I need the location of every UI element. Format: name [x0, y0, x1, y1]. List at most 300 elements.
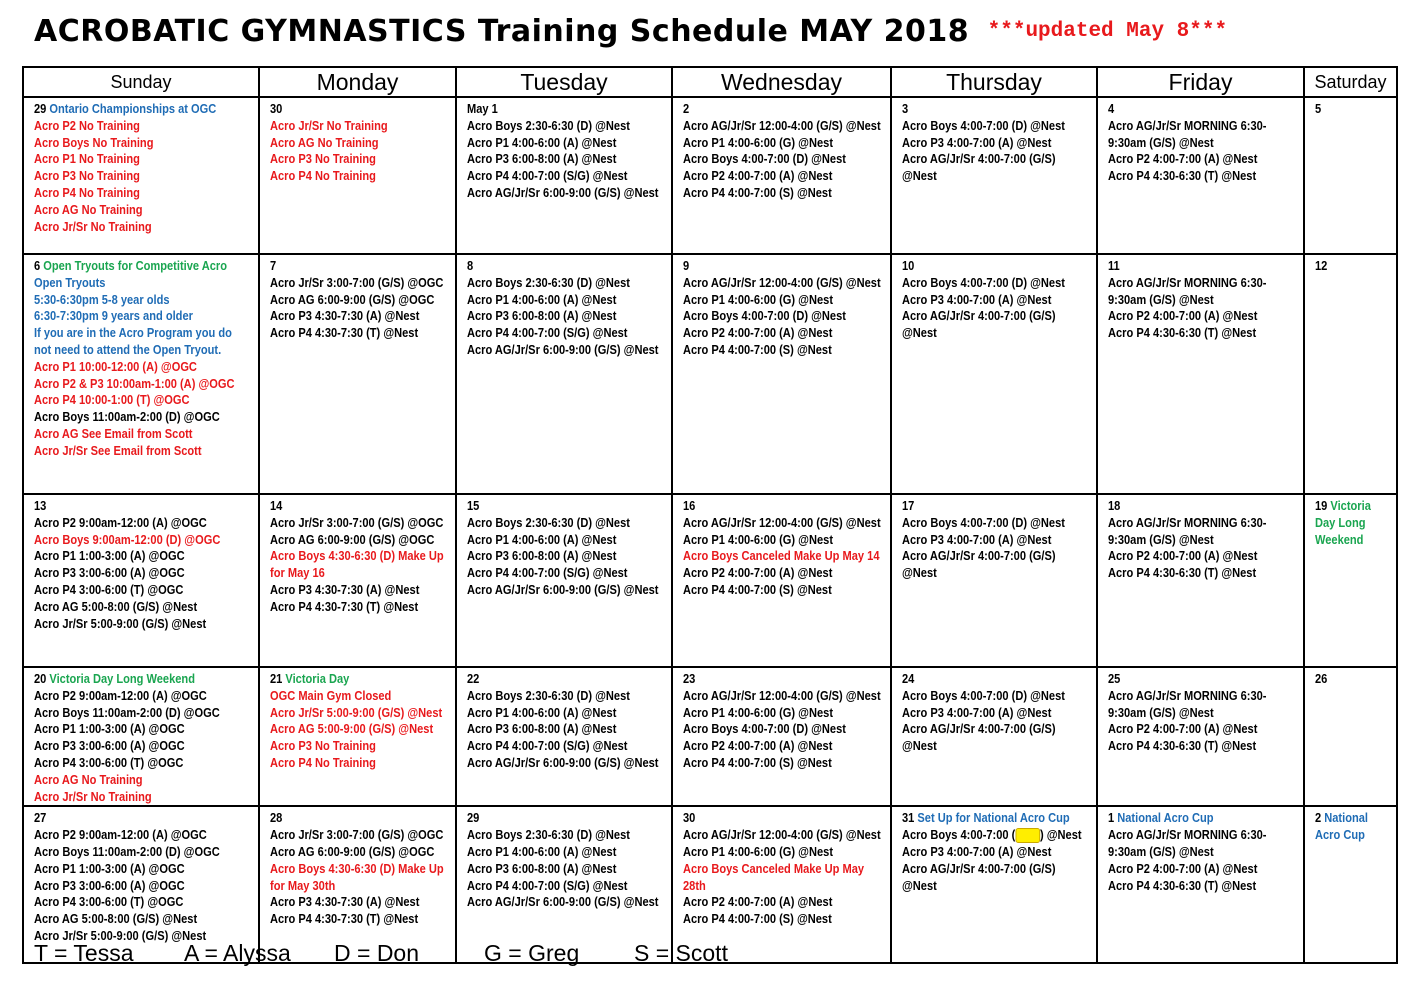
schedule-line	[270, 168, 449, 185]
schedule-line	[34, 599, 252, 616]
schedule-line	[683, 275, 884, 292]
day-cell	[1097, 667, 1304, 806]
schedule-line	[270, 688, 449, 705]
day-cell	[891, 667, 1097, 806]
schedule-line	[902, 151, 1090, 185]
schedule-text: Acro AG 5:00-8:00 (G/S) @Nest	[34, 599, 198, 614]
legend-item: T = Tessa	[34, 940, 134, 966]
schedule-text: Acro P1 4:00-6:00 (G) @Nest	[683, 705, 834, 720]
schedule-line	[467, 515, 665, 532]
schedule-text: Acro Jr/Sr No Training	[34, 219, 152, 234]
schedule-text: Acro P4 4:30-6:30 (T) @Nest	[1108, 169, 1257, 184]
day-header-thursday: Thursday	[891, 67, 1097, 97]
schedule-text: Acro AG See Email from Scott	[34, 426, 193, 441]
schedule-line	[467, 498, 665, 515]
schedule-text: Acro AG/Jr/Sr 6:00-9:00 (G/S) @Nest	[467, 185, 659, 200]
schedule-line	[683, 755, 884, 772]
schedule-line	[467, 688, 665, 705]
schedule-line	[34, 789, 252, 806]
schedule-line	[270, 844, 449, 861]
schedule-text: Acro P3 3:00-6:00 (A) @OGC	[34, 739, 185, 754]
schedule-line	[270, 292, 449, 309]
day-header-monday: Monday	[259, 67, 456, 97]
schedule-text: Acro P2 9:00am-12:00 (A) @OGC	[34, 515, 207, 530]
coach-highlight	[1015, 828, 1040, 843]
schedule-line	[467, 185, 665, 202]
schedule-text: 26	[1315, 672, 1328, 686]
schedule-text: 10	[902, 259, 915, 273]
schedule-text: Acro P4 4:30-6:30 (T) @Nest	[1108, 326, 1257, 341]
schedule-text: Acro Boys 11:00am-2:00 (D) @OGC	[34, 410, 220, 425]
schedule-line	[1108, 118, 1297, 152]
schedule-text: Acro AG/Jr/Sr 6:00-9:00 (G/S) @Nest	[467, 342, 659, 357]
schedule-text: 3	[902, 102, 909, 116]
schedule-text: Acro AG/Jr/Sr MORNING 6:30-9:30am (G/S) @Nest	[1108, 275, 1267, 307]
schedule-text: Acro P2 4:00-7:00 (A) @Nest	[683, 169, 833, 184]
schedule-text: Acro Boys 4:00-7:00 (D) @Nest	[902, 515, 1065, 530]
schedule-text: Acro P4 3:00-6:00 (T) @OGC	[34, 755, 184, 770]
schedule-text: Acro AG/Jr/Sr 12:00-4:00 (G/S) @Nest	[683, 688, 881, 703]
schedule-line	[34, 827, 252, 844]
header	[34, 14, 1227, 49]
schedule-line	[34, 582, 252, 599]
schedule-line	[34, 844, 252, 861]
schedule-line	[683, 911, 884, 928]
schedule-line	[683, 532, 884, 549]
day-cell	[1304, 494, 1397, 667]
schedule-line	[1108, 275, 1297, 309]
schedule-text: Acro AG/Jr/Sr 4:00-7:00 (G/S) @Nest	[902, 722, 1056, 754]
schedule-line	[902, 135, 1090, 152]
schedule-text: 27	[34, 811, 47, 826]
schedule-text: Acro AG No Training	[34, 772, 143, 787]
schedule-text: Acro P4 10:00-1:00 (T) @OGC	[34, 393, 190, 408]
schedule-text: Acro Boys No Training	[34, 135, 154, 150]
schedule-text: Acro P2 No Training	[34, 118, 140, 133]
schedule-text: 21	[270, 672, 286, 686]
schedule-text: Acro P3 6:00-8:00 (A) @Nest	[467, 152, 617, 167]
schedule-text: National Acro Cup	[1315, 811, 1368, 843]
legend-item: S = Scott	[634, 940, 728, 966]
schedule-line	[34, 376, 252, 393]
day-header-row	[23, 67, 1397, 97]
day-cell	[1304, 97, 1397, 254]
schedule-line	[34, 721, 252, 738]
schedule-line	[902, 498, 1090, 515]
schedule-text: Acro P4 4:30-6:30 (T) @Nest	[1108, 566, 1257, 581]
schedule-text: Ontario Championships at OGC	[49, 102, 217, 116]
legend-item: A = Alyssa	[184, 940, 291, 966]
schedule-text: Acro Boys 4:00-7:00 (D) @Nest	[902, 688, 1065, 703]
schedule-text: OGC Main Gym Closed	[270, 688, 392, 703]
schedule-text: Acro AG/Jr/Sr 6:00-9:00 (G/S) @Nest	[467, 755, 659, 770]
schedule-text: Acro Jr/Sr See Email from Scott	[34, 443, 202, 458]
schedule-line	[683, 168, 884, 185]
schedule-line	[34, 359, 252, 376]
schedule-text: Acro P4 4:00-7:00 (S/G) @Nest	[467, 169, 628, 184]
schedule-text: Acro AG/Jr/Sr 6:00-9:00 (G/S) @Nest	[467, 582, 659, 597]
schedule-text: Acro P2 4:00-7:00 (A) @Nest	[1108, 722, 1258, 737]
schedule-line	[34, 118, 252, 135]
schedule-text: 30	[683, 811, 696, 826]
schedule-line	[683, 185, 884, 202]
schedule-line	[683, 844, 884, 861]
schedule-line	[270, 911, 449, 928]
schedule-line	[34, 705, 252, 722]
week-row	[23, 254, 1397, 494]
schedule-line	[683, 258, 884, 275]
schedule-text: Acro Boys 4:00-7:00 (D) @Nest	[902, 118, 1065, 133]
schedule-line	[270, 755, 449, 772]
schedule-text: Acro Jr/Sr No Training	[34, 789, 152, 804]
schedule-text: Acro AG/Jr/Sr 12:00-4:00 (G/S) @Nest	[683, 515, 881, 530]
day-cell	[1097, 97, 1304, 254]
schedule-line	[270, 738, 449, 755]
schedule-line	[270, 101, 449, 118]
schedule-text: 4	[1108, 102, 1115, 116]
schedule-line	[902, 810, 1090, 827]
schedule-line	[683, 810, 884, 827]
schedule-text: Acro P3 4:00-7:00 (A) @Nest	[902, 844, 1052, 859]
schedule-text: Acro AG 6:00-9:00 (G/S) @OGC	[270, 532, 435, 547]
schedule-line	[1108, 721, 1297, 738]
schedule-line	[270, 515, 449, 532]
schedule-line	[34, 409, 252, 426]
page-title: ACROBATIC GYMNASTICS Training Schedule MAY 2018	[34, 14, 970, 49]
schedule-line	[467, 135, 665, 152]
schedule-text: Acro P3 No Training	[34, 169, 140, 184]
schedule-text: Acro P4 4:00-7:00 (S/G) @Nest	[467, 566, 628, 581]
schedule-line	[683, 118, 884, 135]
schedule-line	[34, 392, 252, 409]
schedule-text: Acro P2 & P3 10:00am-1:00 (A) @OGC	[34, 376, 235, 391]
schedule-line	[270, 810, 449, 827]
schedule-line	[34, 308, 252, 325]
schedule-line	[1315, 671, 1391, 688]
schedule-line	[270, 861, 449, 895]
schedule-line	[467, 705, 665, 722]
schedule-line	[902, 118, 1090, 135]
schedule-line	[683, 308, 884, 325]
schedule-text: 24	[902, 672, 915, 686]
schedule-line	[270, 135, 449, 152]
schedule-text: Acro AG/Jr/Sr MORNING 6:30-9:30am (G/S) @Nest	[1108, 828, 1267, 859]
schedule-line	[34, 738, 252, 755]
schedule-text: Acro P2 4:00-7:00 (A) @Nest	[1108, 309, 1258, 324]
schedule-line	[34, 894, 252, 911]
schedule-text: Acro AG/Jr/Sr MORNING 6:30-9:30am (G/S) @Nest	[1108, 515, 1267, 547]
schedule-line	[683, 292, 884, 309]
schedule-text: Acro P1 4:00-6:00 (A) @Nest	[467, 705, 617, 720]
schedule-text: Acro AG/Jr/Sr 4:00-7:00 (G/S) @Nest	[902, 861, 1056, 893]
schedule-text: Acro P3 No Training	[270, 739, 376, 754]
schedule-text: Acro P2 4:00-7:00 (A) @Nest	[1108, 549, 1258, 564]
schedule-text: 2	[1315, 811, 1325, 826]
schedule-text: 1	[1108, 811, 1118, 826]
schedule-line	[270, 308, 449, 325]
schedule-text: Acro P1 1:00-3:00 (A) @OGC	[34, 722, 185, 737]
legend-item: G = Greg	[484, 940, 580, 966]
schedule-text: Acro Boys 11:00am-2:00 (D) @OGC	[34, 844, 220, 859]
schedule-line	[34, 498, 252, 515]
schedule-line	[1108, 738, 1297, 755]
schedule-text: Acro P4 No Training	[34, 185, 140, 200]
schedule-text: Acro P4 4:30-6:30 (T) @Nest	[1108, 878, 1257, 893]
schedule-text: 17	[902, 499, 915, 513]
schedule-line	[467, 308, 665, 325]
day-cell	[891, 494, 1097, 667]
schedule-text: Acro Boys 2:30-6:30 (D) @Nest	[467, 688, 630, 703]
schedule-text: Acro Boys 4:00-7:00 (D) @Nest	[683, 722, 846, 737]
schedule-line	[683, 861, 884, 895]
schedule-text: Acro P4 3:00-6:00 (T) @OGC	[34, 895, 184, 910]
schedule-text: Acro Boys 4:00-7:00 (D) @Nest	[683, 309, 846, 324]
schedule-line	[1315, 258, 1391, 275]
schedule-line	[34, 443, 252, 460]
schedule-text: Acro Jr/Sr 3:00-7:00 (G/S) @OGC	[270, 515, 444, 530]
schedule-text: Acro P3 4:00-7:00 (A) @Nest	[902, 292, 1052, 307]
schedule-text: Acro P1 4:00-6:00 (A) @Nest	[467, 292, 617, 307]
schedule-text: Acro P1 4:00-6:00 (G) @Nest	[683, 532, 834, 547]
schedule-text: Acro P2 4:00-7:00 (A) @Nest	[683, 326, 833, 341]
schedule-text: 5:30-6:30pm 5-8 year olds	[34, 292, 170, 307]
day-cell	[456, 494, 672, 667]
schedule-line	[467, 565, 665, 582]
schedule-line	[270, 599, 449, 616]
schedule-line	[467, 721, 665, 738]
schedule-text: Acro Jr/Sr 5:00-9:00 (G/S) @Nest	[270, 705, 443, 720]
schedule-text: Acro P1 4:00-6:00 (G) @Nest	[683, 292, 834, 307]
schedule-line	[902, 548, 1090, 582]
schedule-text: Acro P2 4:00-7:00 (A) @Nest	[1108, 152, 1258, 167]
schedule-line	[683, 738, 884, 755]
schedule-text: Acro P4 4:30-6:30 (T) @Nest	[1108, 739, 1257, 754]
schedule-line	[902, 688, 1090, 705]
schedule-text: Acro P3 6:00-8:00 (A) @Nest	[467, 549, 617, 564]
schedule-line	[467, 101, 665, 118]
schedule-text: Acro P1 4:00-6:00 (G) @Nest	[683, 844, 834, 859]
schedule-line	[34, 616, 252, 633]
schedule-line	[1108, 258, 1297, 275]
schedule-line	[34, 258, 252, 275]
schedule-line	[270, 705, 449, 722]
schedule-text: Acro AG No Training	[34, 202, 143, 217]
schedule-text: 8	[467, 259, 474, 273]
schedule-text: Acro P1 No Training	[34, 152, 140, 167]
schedule-line	[34, 275, 252, 292]
day-cell	[259, 494, 456, 667]
schedule-text: Acro P3 3:00-6:00 (A) @OGC	[34, 878, 185, 893]
schedule-text: 29	[467, 811, 480, 826]
schedule-line	[467, 738, 665, 755]
schedule-text: Acro Boys Canceled Make Up May 28th	[683, 861, 865, 893]
schedule-text: Acro P4 4:00-7:00 (S) @Nest	[683, 755, 832, 770]
schedule-text: Acro P2 4:00-7:00 (A) @Nest	[683, 566, 833, 581]
schedule-text: Acro AG/Jr/Sr 12:00-4:00 (G/S) @Nest	[683, 118, 881, 133]
schedule-line	[34, 426, 252, 443]
week-row	[23, 494, 1397, 667]
schedule-line	[34, 911, 252, 928]
schedule-text: Acro P4 4:00-7:00 (S/G) @Nest	[467, 739, 628, 754]
schedule-text: Acro AG/Jr/Sr 4:00-7:00 (G/S) @Nest	[902, 549, 1056, 581]
schedule-text: Open Tryouts for Competitive Acro	[43, 259, 227, 273]
schedule-text: 22	[467, 672, 480, 686]
schedule-text: Acro P4 4:30-7:30 (T) @Nest	[270, 599, 419, 614]
schedule-text: 13	[34, 499, 47, 513]
schedule-line	[34, 135, 252, 152]
schedule-text: Acro Boys Canceled Make Up May 14	[683, 549, 880, 564]
schedule-text: Acro Boys 4:00-7:00 (D) @Nest	[902, 275, 1065, 290]
schedule-line	[270, 894, 449, 911]
day-cell	[891, 97, 1097, 254]
schedule-line	[34, 565, 252, 582]
schedule-line	[467, 258, 665, 275]
schedule-line	[902, 101, 1090, 118]
schedule-text: Acro Boys 4:30-6:30 (D) Make Up for May 16	[270, 549, 444, 581]
schedule-text: Acro P3 4:00-7:00 (A) @Nest	[902, 135, 1052, 150]
schedule-text: Set Up for National Acro Cup	[917, 811, 1070, 826]
schedule-text: Acro Boys 2:30-6:30 (D) @Nest	[467, 275, 630, 290]
schedule-line	[34, 202, 252, 219]
schedule-text: Acro Boys 4:00-7:00 (	[902, 828, 1016, 843]
schedule-line	[467, 861, 665, 878]
schedule-line	[34, 548, 252, 565]
day-cell	[672, 667, 891, 806]
schedule-line	[1108, 565, 1297, 582]
schedule-line	[467, 548, 665, 565]
schedule-text: Acro Boys 2:30-6:30 (D) @Nest	[467, 118, 630, 133]
schedule-text: 15	[467, 499, 480, 513]
schedule-line	[683, 101, 884, 118]
schedule-line	[1108, 498, 1297, 515]
schedule-line	[34, 688, 252, 705]
legend-item: D = Don	[334, 940, 420, 966]
day-cell	[1097, 806, 1304, 963]
schedule-text: Acro P3 6:00-8:00 (A) @Nest	[467, 722, 617, 737]
schedule-line	[467, 292, 665, 309]
schedule-text: Acro Boys 11:00am-2:00 (D) @OGC	[34, 705, 220, 720]
schedule-text: Acro P1 10:00-12:00 (A) @OGC	[34, 359, 197, 374]
day-cell	[23, 254, 259, 494]
schedule-text: Acro AG/Jr/Sr MORNING 6:30-9:30am (G/S) @Nest	[1108, 118, 1267, 150]
schedule-text: Acro P3 4:00-7:00 (A) @Nest	[902, 705, 1052, 720]
schedule-text: Acro Jr/Sr No Training	[270, 118, 388, 133]
schedule-line	[467, 582, 665, 599]
schedule-text: 19	[1315, 499, 1331, 513]
schedule-line	[34, 772, 252, 789]
schedule-line	[467, 118, 665, 135]
schedule-line	[1108, 325, 1297, 342]
schedule-text: Acro Jr/Sr 5:00-9:00 (G/S) @Nest	[34, 616, 207, 631]
day-header-tuesday: Tuesday	[456, 67, 672, 97]
schedule-text: 23	[683, 672, 696, 686]
week-row	[23, 667, 1397, 806]
schedule-line	[1108, 168, 1297, 185]
schedule-text: Acro AG/Jr/Sr 12:00-4:00 (G/S) @Nest	[683, 275, 881, 290]
day-cell	[1304, 806, 1397, 963]
schedule-line	[1108, 827, 1297, 861]
schedule-text: If you are in the Acro Program you do not need to attend the Open Tryout.	[34, 326, 232, 357]
schedule-line	[467, 827, 665, 844]
schedule-text: Acro P1 4:00-6:00 (G) @Nest	[683, 135, 834, 150]
schedule-text: Acro P4 4:00-7:00 (S) @Nest	[683, 912, 832, 927]
schedule-line	[34, 101, 252, 118]
schedule-line	[34, 755, 252, 772]
schedule-text: Acro Jr/Sr 3:00-7:00 (G/S) @OGC	[270, 275, 444, 290]
schedule-text: Acro AG/Jr/Sr 4:00-7:00 (G/S) @Nest	[902, 152, 1056, 184]
schedule-line	[467, 844, 665, 861]
schedule-line	[902, 721, 1090, 755]
schedule-text: Acro P4 No Training	[270, 755, 376, 770]
schedule-line	[467, 532, 665, 549]
schedule-line	[1315, 498, 1391, 548]
schedule-line	[34, 168, 252, 185]
day-cell	[891, 806, 1097, 963]
schedule-text: Acro P3 4:00-7:00 (A) @Nest	[902, 532, 1052, 547]
day-cell	[1304, 254, 1397, 494]
schedule-line	[683, 671, 884, 688]
schedule-line	[34, 810, 252, 827]
schedule-text: 30	[270, 102, 283, 116]
schedule-line	[467, 671, 665, 688]
schedule-line	[683, 325, 884, 342]
schedule-line	[902, 827, 1090, 844]
schedule-line	[1108, 548, 1297, 565]
schedule-text: Acro AG 5:00-9:00 (G/S) @Nest	[270, 722, 434, 737]
schedule-line	[34, 861, 252, 878]
schedule-line	[270, 275, 449, 292]
schedule-line	[1108, 810, 1297, 827]
schedule-line	[270, 721, 449, 738]
schedule-text: Acro P1 1:00-3:00 (A) @OGC	[34, 861, 185, 876]
calendar-table	[22, 66, 1398, 964]
schedule-line	[683, 135, 884, 152]
schedule-line	[1108, 861, 1297, 878]
schedule-text: 12	[1315, 259, 1328, 273]
schedule-text: 5	[1315, 102, 1322, 116]
schedule-line	[270, 258, 449, 275]
schedule-text: Acro AG/Jr/Sr 4:00-7:00 (G/S) @Nest	[902, 309, 1056, 341]
schedule-text: 6	[34, 259, 44, 273]
schedule-text: Acro Boys 2:30-6:30 (D) @Nest	[467, 515, 630, 530]
schedule-text: Acro P3 No Training	[270, 152, 376, 167]
schedule-text: 11	[1108, 259, 1120, 273]
schedule-text: Acro AG 6:00-9:00 (G/S) @OGC	[270, 844, 435, 859]
schedule-line	[1108, 878, 1297, 895]
schedule-text: Acro P4 No Training	[270, 169, 376, 184]
schedule-line	[34, 292, 252, 309]
schedule-text: Acro P2 4:00-7:00 (A) @Nest	[683, 895, 833, 910]
schedule-line	[1108, 671, 1297, 688]
schedule-text: Acro P1 4:00-6:00 (A) @Nest	[467, 844, 617, 859]
day-header-friday: Friday	[1097, 67, 1304, 97]
schedule-line	[34, 878, 252, 895]
schedule-text: Acro AG No Training	[270, 135, 379, 150]
schedule-line	[467, 810, 665, 827]
schedule-line	[34, 151, 252, 168]
schedule-line	[34, 325, 252, 359]
schedule-text: May 1	[467, 102, 498, 116]
schedule-line	[270, 827, 449, 844]
schedule-text: Acro Boys 9:00am-12:00 (D) @OGC	[34, 532, 221, 547]
schedule-line	[1108, 515, 1297, 549]
schedule-text: Acro P3 6:00-8:00 (A) @Nest	[467, 309, 617, 324]
schedule-line	[683, 721, 884, 738]
schedule-text: 9	[683, 259, 690, 273]
schedule-line	[270, 498, 449, 515]
schedule-text: ) @Nest	[1039, 828, 1082, 843]
schedule-line	[683, 515, 884, 532]
